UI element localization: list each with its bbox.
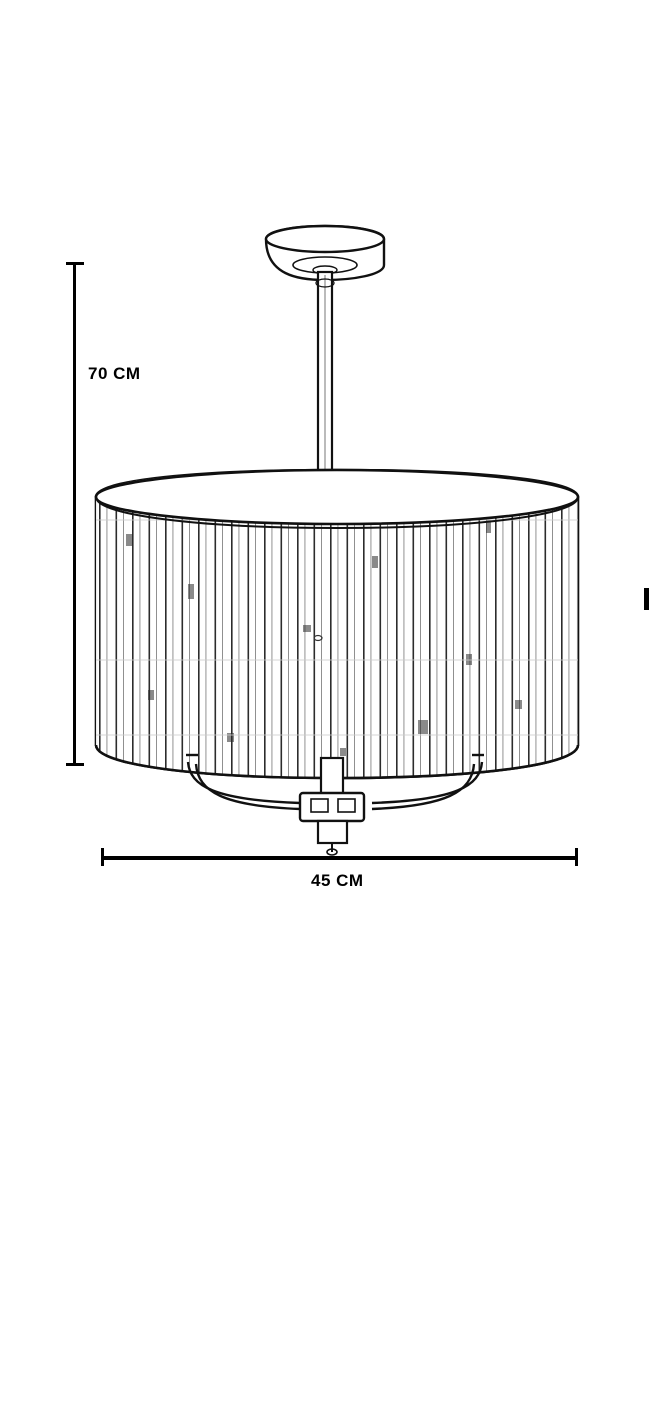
height-dimension-label: 70 CM <box>88 364 141 383</box>
drop-rod <box>316 272 334 477</box>
width-dimension-tick-left <box>101 848 104 866</box>
right-edge-marker <box>644 588 649 610</box>
width-dimension-line <box>101 856 578 860</box>
drum-shade <box>96 470 578 780</box>
width-dimension-tick-right <box>575 848 578 866</box>
height-dimension-tick-bottom <box>66 763 84 766</box>
height-dimension-line <box>73 262 76 766</box>
width-dimension-label: 45 CM <box>311 871 364 890</box>
height-dimension-tick-top <box>66 262 84 265</box>
